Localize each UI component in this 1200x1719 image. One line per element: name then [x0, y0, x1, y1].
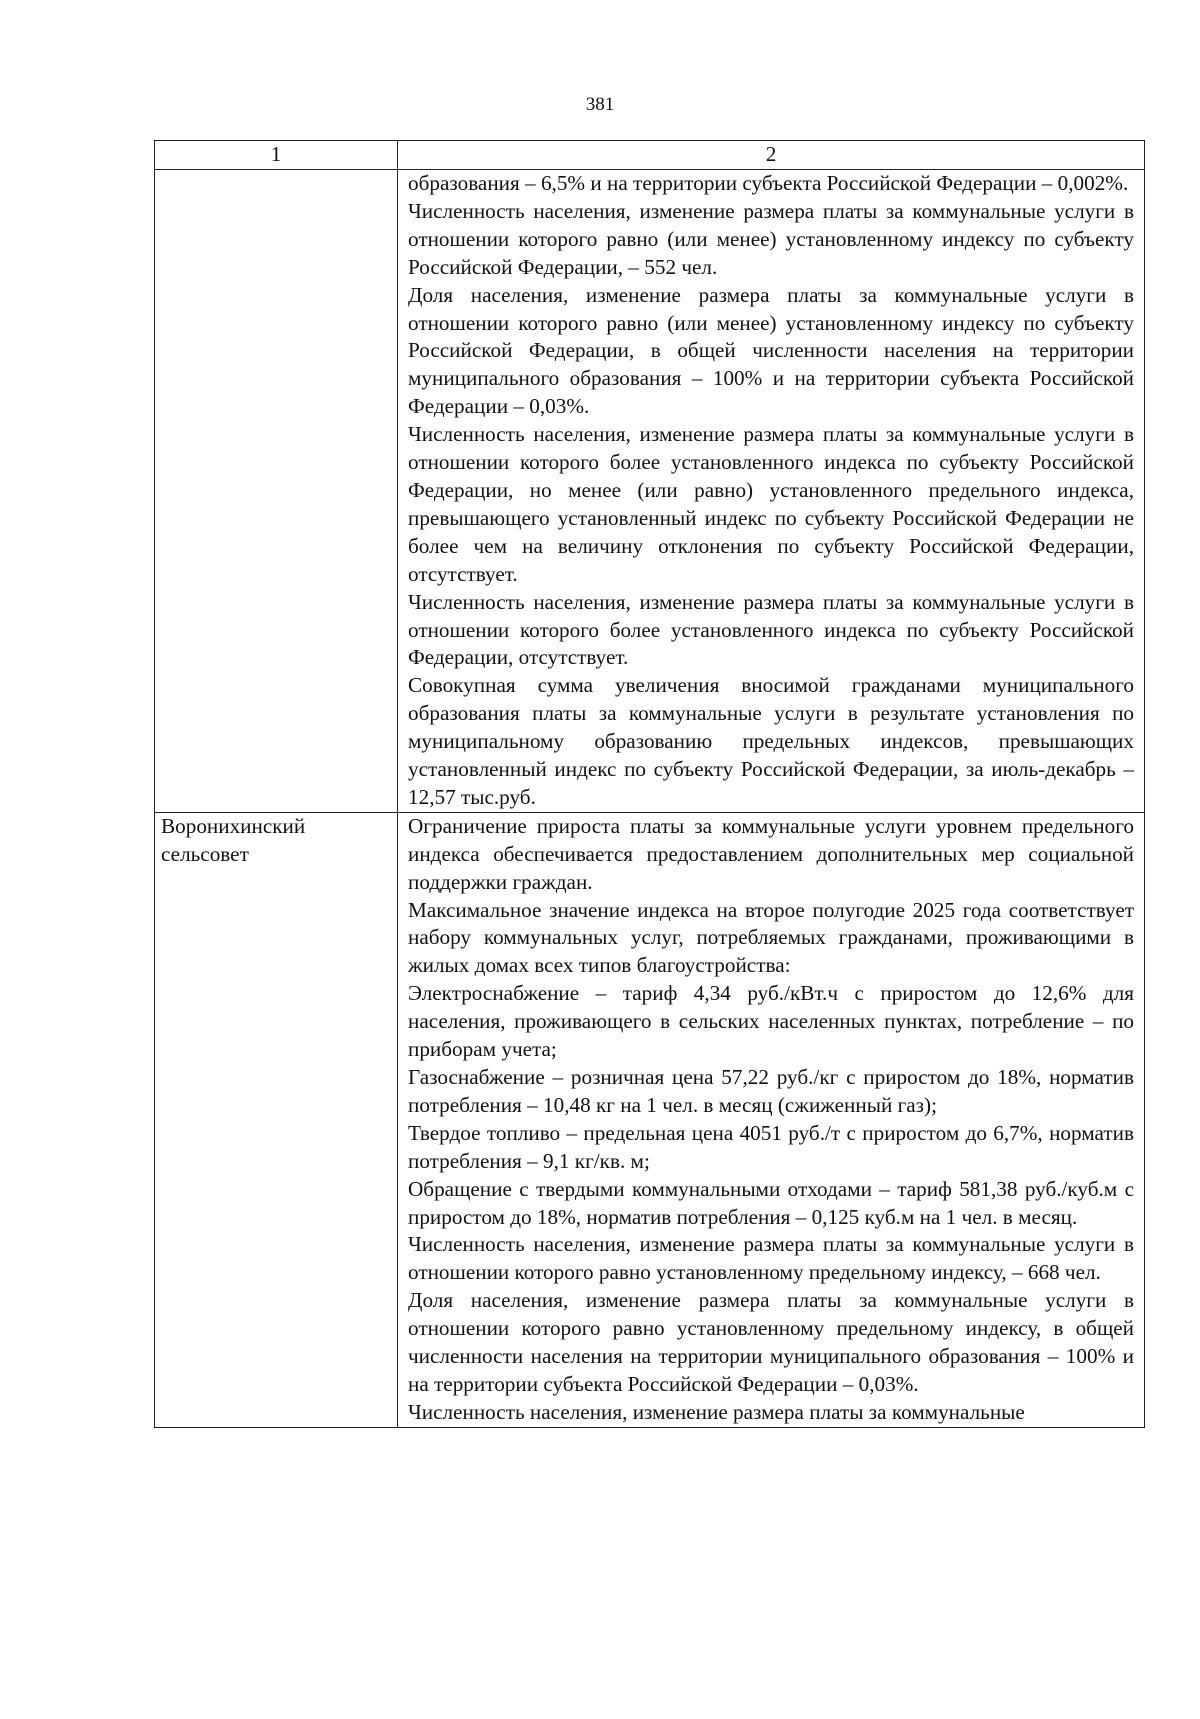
municipality-cell — [155, 170, 398, 813]
paragraph: Численность населения, изменение размера платы за коммунальные — [408, 1399, 1025, 1424]
paragraph: Доля населения, изменение размера платы за коммунальные услуги в отношении которого равно установленному предельному индексу, в общей численности населения на территории муниципального образования – 100% и на территории субъекта Российской Федерации – 0,03%. — [408, 1288, 1134, 1396]
paragraph: Численность населения, изменение размера платы за коммунальные услуги в отношении которого более установленного индекса по субъекту Российской Федерации, отсутствует. — [408, 589, 1134, 670]
page-number: 381 — [585, 94, 615, 115]
paragraph: Максимальное значение индекса на второе полугодие 2025 года соответствует набору коммунальных услуг, потребляемых гражданами, проживающими в жилых домах всех типов благоустройства: — [408, 897, 1134, 978]
paragraph: Численность населения, изменение размера платы за коммунальные услуги в отношении которого более установленного индекса по субъекту Российской Федерации, но менее (или равно) установленного предельного индекса, превышающего установленный индекс по субъекту Российской Федерации не более чем на величину отклонения по субъекту Российской Федерации, отсутствует. — [408, 422, 1134, 586]
municipality-name-line: Воронихинский — [161, 813, 306, 838]
paragraph: Твердое топливо – предельная цена 4051 руб./т с приростом до 6,7%, норматив потребления – 9,1 кг/кв. м; — [408, 1120, 1134, 1173]
paragraph: Газоснабжение – розничная цена 57,22 руб./кг с приростом до 18%, норматив потребления – 10,48 кг на 1 чел. в месяц (сжиженный газ); — [408, 1065, 1134, 1117]
paragraph: образования – 6,5% и на территории субъекта Российской Федерации – 0,002%. — [408, 171, 1129, 195]
document-table — [154, 140, 1145, 1428]
column-header-1: 1 — [155, 141, 398, 170]
paragraph: Доля населения, изменение размера платы за коммунальные услуги в отношении которого равно (или менее) установленному индексу по субъекту Российской Федерации, в общей численности населения на территории муниципального образования – 100% и на территории субъекта Российской Федерации – 0,03%. — [408, 282, 1134, 419]
paragraph: Обращение с твердыми коммунальными отходами – тариф 581,38 руб./куб.м с приростом до 18%, норматив потребления – 0,125 куб.м на 1 чел. в месяц. — [408, 1176, 1134, 1229]
paragraph: Ограничение прироста платы за коммунальные услуги уровнем предельного индекса обеспечивается предоставлением дополнительных мер социальной поддержки граждан. — [408, 813, 1134, 894]
description-cell — [398, 170, 1145, 813]
table-row — [155, 812, 1145, 1427]
column-header-2: 2 — [398, 141, 1145, 170]
table-row — [155, 170, 1145, 813]
paragraph: Численность населения, изменение размера платы за коммунальные услуги в отношении которого равно установленному предельному индексу, – 668 чел. — [408, 1232, 1134, 1285]
table-header-row — [155, 141, 1145, 170]
paragraph: Электроснабжение – тариф 4,34 руб./кВт.ч с приростом до 12,6% для населения, проживающего в сельских населенных пунктах, потребление – по приборам учета; — [408, 981, 1134, 1062]
paragraph: Совокупная сумма увеличения вносимой гражданами муниципального образования платы за коммунальные услуги в результате установления по муниципальному образованию предельных индексов, превышающих установленный индекс по субъекту Российской Федерации, за июль-декабрь – 12,57 тыс.руб. — [408, 673, 1134, 809]
paragraph: Численность населения, изменение размера платы за коммунальные услуги в отношении которого равно (или менее) установленному индексу по субъекту Российской Федерации, – 552 чел. — [408, 198, 1134, 279]
description-cell — [398, 812, 1145, 1427]
municipality-cell — [155, 812, 398, 1427]
municipality-name-line: сельсовет — [161, 841, 249, 866]
